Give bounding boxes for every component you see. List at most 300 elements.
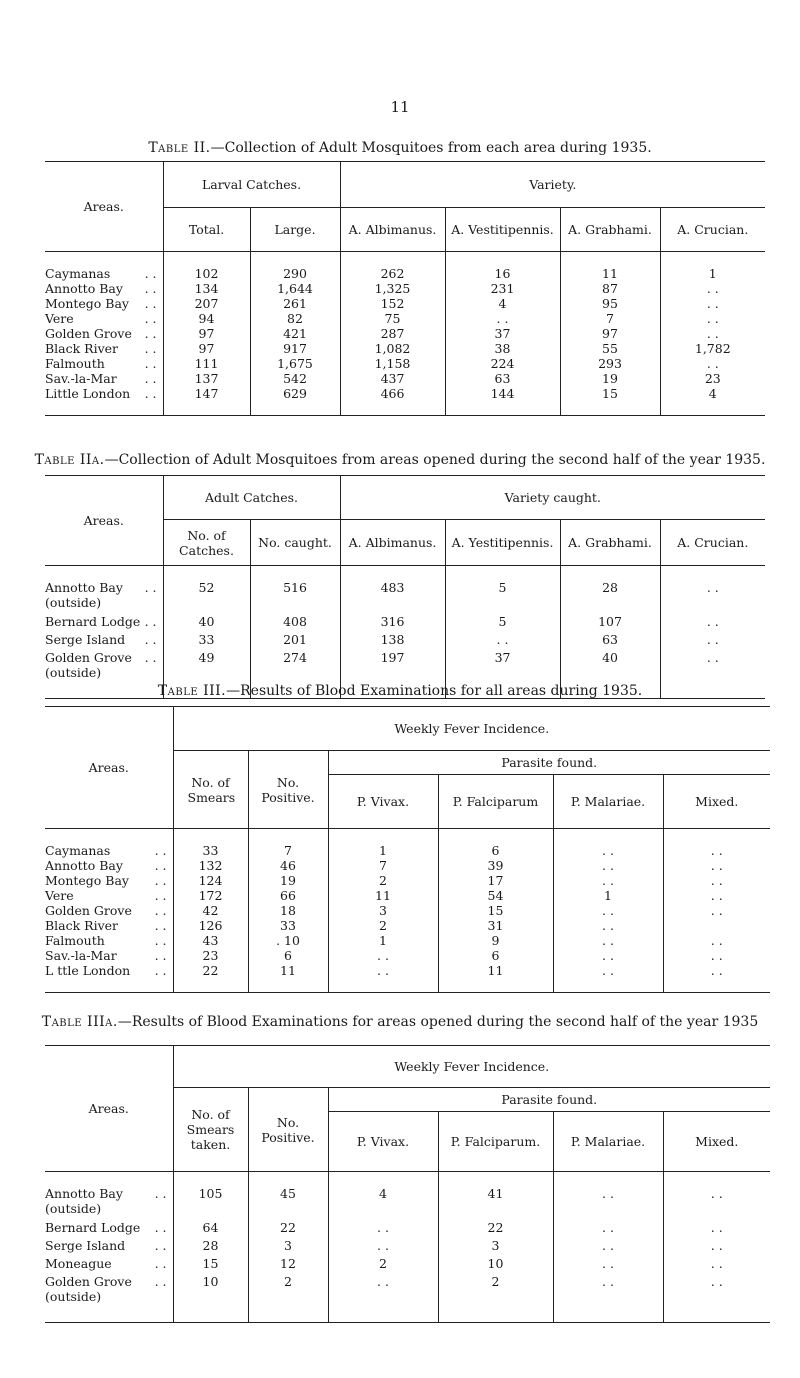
area-cell [45,266,163,281]
table3a-col-header-1: P. Falciparum. [438,1112,553,1172]
value-cell: . . [706,356,719,371]
value-cell: 37 [445,326,560,341]
table3-header-areas: Areas. [45,707,173,829]
area-name: Bernard Lodge [45,614,141,629]
value-cell: 11 [560,266,660,281]
value-cell: 1,082 [340,341,445,356]
spacer-cell [553,829,663,844]
table-row [45,311,765,326]
table2-caption-label: Table II. [148,140,211,156]
spacer-row [45,252,765,267]
page-number: 11 [390,98,410,116]
value-cell: . . [710,1256,723,1271]
value-cell: . . [553,1186,663,1220]
area-cell [45,356,163,371]
value-cell: 9 [438,933,553,948]
value-cell: 2 [438,1274,553,1308]
spacer-cell [45,252,163,267]
value-cell: 274 [250,650,340,684]
value-cell: . . [553,933,663,948]
value-cell: 466 [340,386,445,401]
table3a-body [45,1172,770,1323]
area-name: Montego Bay [45,296,129,311]
value-cell: . . [706,580,719,595]
table2a-caption-text: —Collection of Adult Mosquitoes from areas opened during the second half of the year 1935. [104,452,766,468]
area-name-suffix: (outside) [45,665,102,680]
spacer-row [45,1172,770,1187]
value-cell: 261 [250,296,340,311]
value-cell: 41 [438,1186,553,1220]
value-cell: 4 [328,1186,438,1220]
value-cell: . . [553,858,663,873]
value-cell: 97 [163,341,250,356]
table2-col-header-4: A. Grabhami. [560,208,660,252]
value-cell: . . [710,1274,723,1289]
value-cell: 22 [173,963,248,978]
value-cell: 39 [438,858,553,873]
table-row [45,650,765,684]
area-name: Annotto Bay [45,281,123,296]
spacer-cell [45,1308,173,1323]
table2-header-variety: Variety. [340,162,765,208]
spacer-cell [45,978,173,993]
table3-header-smears: No. of Smears [173,751,248,829]
leader-dots: . . [154,948,167,963]
value-cell: 28 [173,1238,248,1256]
value-cell: 1,675 [250,356,340,371]
area-cell [45,888,173,903]
value-cell: 18 [248,903,328,918]
table3a-header-smears: No. of Smears taken. [173,1088,248,1172]
leader-dots: . . [144,614,157,629]
value-cell: 124 [173,873,248,888]
spacer-cell [553,1172,663,1187]
table3a-header-areas: Areas. [45,1046,173,1172]
value-cell: 38 [445,341,560,356]
value-cell: 42 [173,903,248,918]
area-cell [45,1186,173,1220]
table2-col-header-1: Large. [250,208,340,252]
spacer-cell [328,1172,438,1187]
value-cell: . . [553,1238,663,1256]
spacer-cell [173,978,248,993]
value-cell: . . [328,963,438,978]
area-name: Annotto Bay [45,580,123,595]
area-name: Montego Bay [45,873,129,888]
value-cell: 49 [163,650,250,684]
area-cell [45,843,173,858]
table2a-col-header-0: No. of Catches. [163,520,250,566]
area-cell [45,933,173,948]
value-cell: 132 [173,858,248,873]
value-cell: 52 [163,580,250,614]
value-cell: 97 [163,326,250,341]
area-name: Golden Grove [45,650,132,665]
area-name: Annotto Bay [45,1186,123,1201]
area-cell [45,903,173,918]
value-cell: 87 [560,281,660,296]
value-cell: 1,782 [694,341,731,356]
spacer-cell [660,566,765,581]
value-cell: . . [706,614,719,629]
value-cell: . . [445,311,560,326]
table2-col-header-0: Total. [163,208,250,252]
leader-dots: . . [154,873,167,888]
value-cell: 54 [438,888,553,903]
table3a-header-parasite: Parasite found. [328,1088,770,1112]
area-cell [45,873,173,888]
leader-dots: . . [154,903,167,918]
value-cell: 37 [445,650,560,684]
leader-dots: . . [154,933,167,948]
area-cell [45,311,163,326]
value-cell: 290 [250,266,340,281]
value-cell: 15 [560,386,660,401]
value-cell: 516 [250,580,340,614]
spacer-cell [660,401,765,416]
value-cell: 33 [248,918,328,933]
area-cell [45,948,173,963]
value-cell: 10 [438,1256,553,1274]
value-cell: 224 [445,356,560,371]
leader-dots: . . [154,1186,167,1201]
leader-dots: . . [154,1256,167,1271]
area-cell [45,1256,173,1274]
table3a-col-header-0: P. Vivax. [328,1112,438,1172]
table3-body [45,829,770,993]
value-cell: 5 [445,614,560,632]
table3-caption-text: —Results of Blood Examinations for all areas during 1935. [226,683,643,699]
area-name: Vere [45,888,74,903]
value-cell: 134 [163,281,250,296]
value-cell: 2 [248,1274,328,1308]
value-cell: . . [553,948,663,963]
spacer-cell [45,1172,173,1187]
value-cell: 19 [560,371,660,386]
value-cell: 40 [163,614,250,632]
spacer-cell [248,829,328,844]
table2a-body [45,566,765,699]
table2a-col-header-3: A. Yestitipennis. [445,520,560,566]
table2a-col-header-2: A. Albimanus. [340,520,445,566]
table2a-header-areas: Areas. [45,476,163,566]
value-cell: 12 [248,1256,328,1274]
value-cell: 11 [328,888,438,903]
value-cell: 147 [163,386,250,401]
value-cell: 1 [328,933,438,948]
leader-dots: . . [154,1274,167,1289]
table3a-header-positive: No. Positive. [248,1088,328,1172]
value-cell: 231 [445,281,560,296]
spacer-row [45,978,770,993]
value-cell: 111 [163,356,250,371]
value-cell: 7 [248,843,328,858]
table2a [45,475,765,699]
leader-dots: . . [144,341,157,356]
value-cell: 105 [173,1186,248,1220]
value-cell: 102 [163,266,250,281]
value-cell: 11 [438,963,553,978]
value-cell: 207 [163,296,250,311]
value-cell: 1,644 [250,281,340,296]
spacer-cell [560,401,660,416]
table-row [45,918,770,933]
table3a-col-header-3: Mixed. [663,1112,770,1172]
value-cell: 22 [248,1220,328,1238]
table-row [45,1186,770,1220]
leader-dots: . . [144,266,157,281]
table3a-col-header-2: P. Malariae. [553,1112,663,1172]
spacer-cell [553,1308,663,1323]
value-cell: 46 [248,858,328,873]
area-cell [45,1238,173,1256]
area-name: Serge Island [45,1238,126,1253]
table-row [45,873,770,888]
table2-body [45,252,765,416]
value-cell: . . [553,1256,663,1274]
value-cell: . . [710,1220,723,1235]
value-cell: 94 [163,311,250,326]
area-cell [45,650,163,684]
spacer-cell [663,829,770,844]
leader-dots: . . [144,281,157,296]
value-cell: . . [553,963,663,978]
value-cell: 197 [340,650,445,684]
value-cell: 2 [328,1256,438,1274]
value-cell: 40 [560,650,660,684]
spacer-cell [438,1308,553,1323]
value-cell: 45 [248,1186,328,1220]
value-cell: 421 [250,326,340,341]
table2a-caption [0,452,800,468]
value-cell: 16 [445,266,560,281]
value-cell: 542 [250,371,340,386]
area-name: Golden Grove [45,903,132,918]
area-cell [45,1220,173,1238]
value-cell: 63 [560,632,660,650]
value-cell: 7 [328,858,438,873]
table2-col-header-2: A. Albimanus. [340,208,445,252]
table3-col-header-3: Mixed. [663,775,770,829]
value-cell: . 10 [248,933,328,948]
spacer-cell [663,1308,770,1323]
value-cell: 3 [438,1238,553,1256]
value-cell: 1 [328,843,438,858]
table3-header-parasite: Parasite found. [328,751,770,775]
value-cell: 437 [340,371,445,386]
table2 [45,161,765,416]
spacer-cell [163,566,250,581]
spacer-cell [553,978,663,993]
spacer-cell [445,252,560,267]
table-row [45,963,770,978]
area-cell [45,386,163,401]
table2-header-areas: Areas. [45,162,163,252]
leader-dots: . . [144,311,157,326]
value-cell: 95 [560,296,660,311]
value-cell: 2 [328,873,438,888]
table2a-header-variety: Variety caught. [340,476,765,520]
value-cell: . . [328,1220,438,1238]
spacer-cell [173,1172,248,1187]
area-name-suffix: (outside) [45,1201,102,1216]
area-name: L ttle London [45,963,131,978]
table-row [45,632,765,650]
value-cell: . . [706,311,719,326]
table2-col-header-3: A. Vestitipennis. [445,208,560,252]
value-cell: 408 [250,614,340,632]
value-cell: 138 [340,632,445,650]
value-cell: 287 [340,326,445,341]
value-cell: 107 [560,614,660,632]
value-cell [663,918,770,933]
table-row [45,341,765,356]
spacer-cell [560,252,660,267]
value-cell: . . [710,933,723,948]
value-cell: 917 [250,341,340,356]
value-cell: 64 [173,1220,248,1238]
table3-col-header-2: P. Malariae. [553,775,663,829]
spacer-cell [663,978,770,993]
value-cell: 43 [173,933,248,948]
value-cell: . . [706,296,719,311]
table3-header-weekly: Weekly Fever Incidence. [173,707,770,751]
table2-col-header-5: A. Crucian. [660,208,765,252]
area-name: Moneague [45,1256,112,1271]
table2a-col-header-5: A. Crucian. [660,520,765,566]
value-cell: 75 [340,311,445,326]
area-name: Bernard Lodge [45,1220,141,1235]
area-name: Falmouth [45,356,105,371]
value-cell: . . [553,1220,663,1238]
value-cell: 63 [445,371,560,386]
value-cell: 1,325 [340,281,445,296]
spacer-cell [340,401,445,416]
leader-dots: . . [144,580,157,595]
value-cell: 152 [340,296,445,311]
spacer-cell [248,1172,328,1187]
area-name: Black River [45,341,119,356]
value-cell: 7 [560,311,660,326]
value-cell: 11 [248,963,328,978]
value-cell: 483 [340,580,445,614]
spacer-cell [250,252,340,267]
value-cell: 172 [173,888,248,903]
area-name: Caymanas [45,843,111,858]
value-cell: . . [706,650,719,665]
value-cell: . . [445,632,560,650]
value-cell: 23 [704,371,721,386]
table-row [45,266,765,281]
spacer-row [45,566,765,581]
leader-dots: . . [144,632,157,647]
area-name: Black River [45,918,119,933]
table3-col-header-1: P. Falciparum [438,775,553,829]
table-row [45,1256,770,1274]
spacer-cell [250,566,340,581]
value-cell: 293 [560,356,660,371]
value-cell: . . [706,281,719,296]
spacer-cell [663,1172,770,1187]
table-row [45,1220,770,1238]
value-cell: 33 [163,632,250,650]
area-name-suffix: (outside) [45,595,102,610]
value-cell: 6 [248,948,328,963]
value-cell: . . [710,948,723,963]
value-cell: 3 [328,903,438,918]
value-cell: . . [710,843,723,858]
table-row [45,1274,770,1308]
area-cell [45,296,163,311]
spacer-cell [438,829,553,844]
leader-dots: . . [154,888,167,903]
spacer-cell [45,401,163,416]
table3-col-header-0: P. Vivax. [328,775,438,829]
spacer-cell [163,401,250,416]
spacer-cell [173,1308,248,1323]
area-cell [45,281,163,296]
value-cell: . . [553,873,663,888]
spacer-row [45,401,765,416]
table-row [45,933,770,948]
value-cell: 97 [560,326,660,341]
spacer-cell [45,829,173,844]
table-row [45,614,765,632]
area-cell [45,341,163,356]
table2a-header-adult: Adult Catches. [163,476,340,520]
table2-caption [0,140,800,156]
value-cell: 4 [445,296,560,311]
value-cell: . . [553,1274,663,1308]
table-row [45,888,770,903]
value-cell: 31 [438,918,553,933]
value-cell: . . [328,1238,438,1256]
leader-dots: . . [144,650,157,665]
leader-dots: . . [154,858,167,873]
value-cell: . . [328,948,438,963]
value-cell: 23 [173,948,248,963]
value-cell: 137 [163,371,250,386]
spacer-cell [45,566,163,581]
value-cell: . . [710,873,723,888]
spacer-cell [328,1308,438,1323]
value-cell: 144 [445,386,560,401]
value-cell: . . [710,888,723,903]
table-row [45,580,765,614]
leader-dots: . . [144,326,157,341]
area-cell [45,580,163,614]
spacer-cell [560,566,660,581]
spacer-cell [340,566,445,581]
value-cell: . . [706,326,719,341]
leader-dots: . . [144,296,157,311]
spacer-cell [163,252,250,267]
value-cell: 3 [248,1238,328,1256]
area-cell [45,963,173,978]
value-cell: . . [706,632,719,647]
spacer-row [45,829,770,844]
value-cell: 201 [250,632,340,650]
table3-caption [0,683,800,699]
spacer-cell [445,401,560,416]
table3-caption-label: Table III. [157,683,227,699]
table-row [45,903,770,918]
area-name: Golden Grove [45,326,132,341]
spacer-cell [248,978,328,993]
table3 [45,706,770,993]
value-cell: . . [553,903,663,918]
spacer-cell [250,401,340,416]
